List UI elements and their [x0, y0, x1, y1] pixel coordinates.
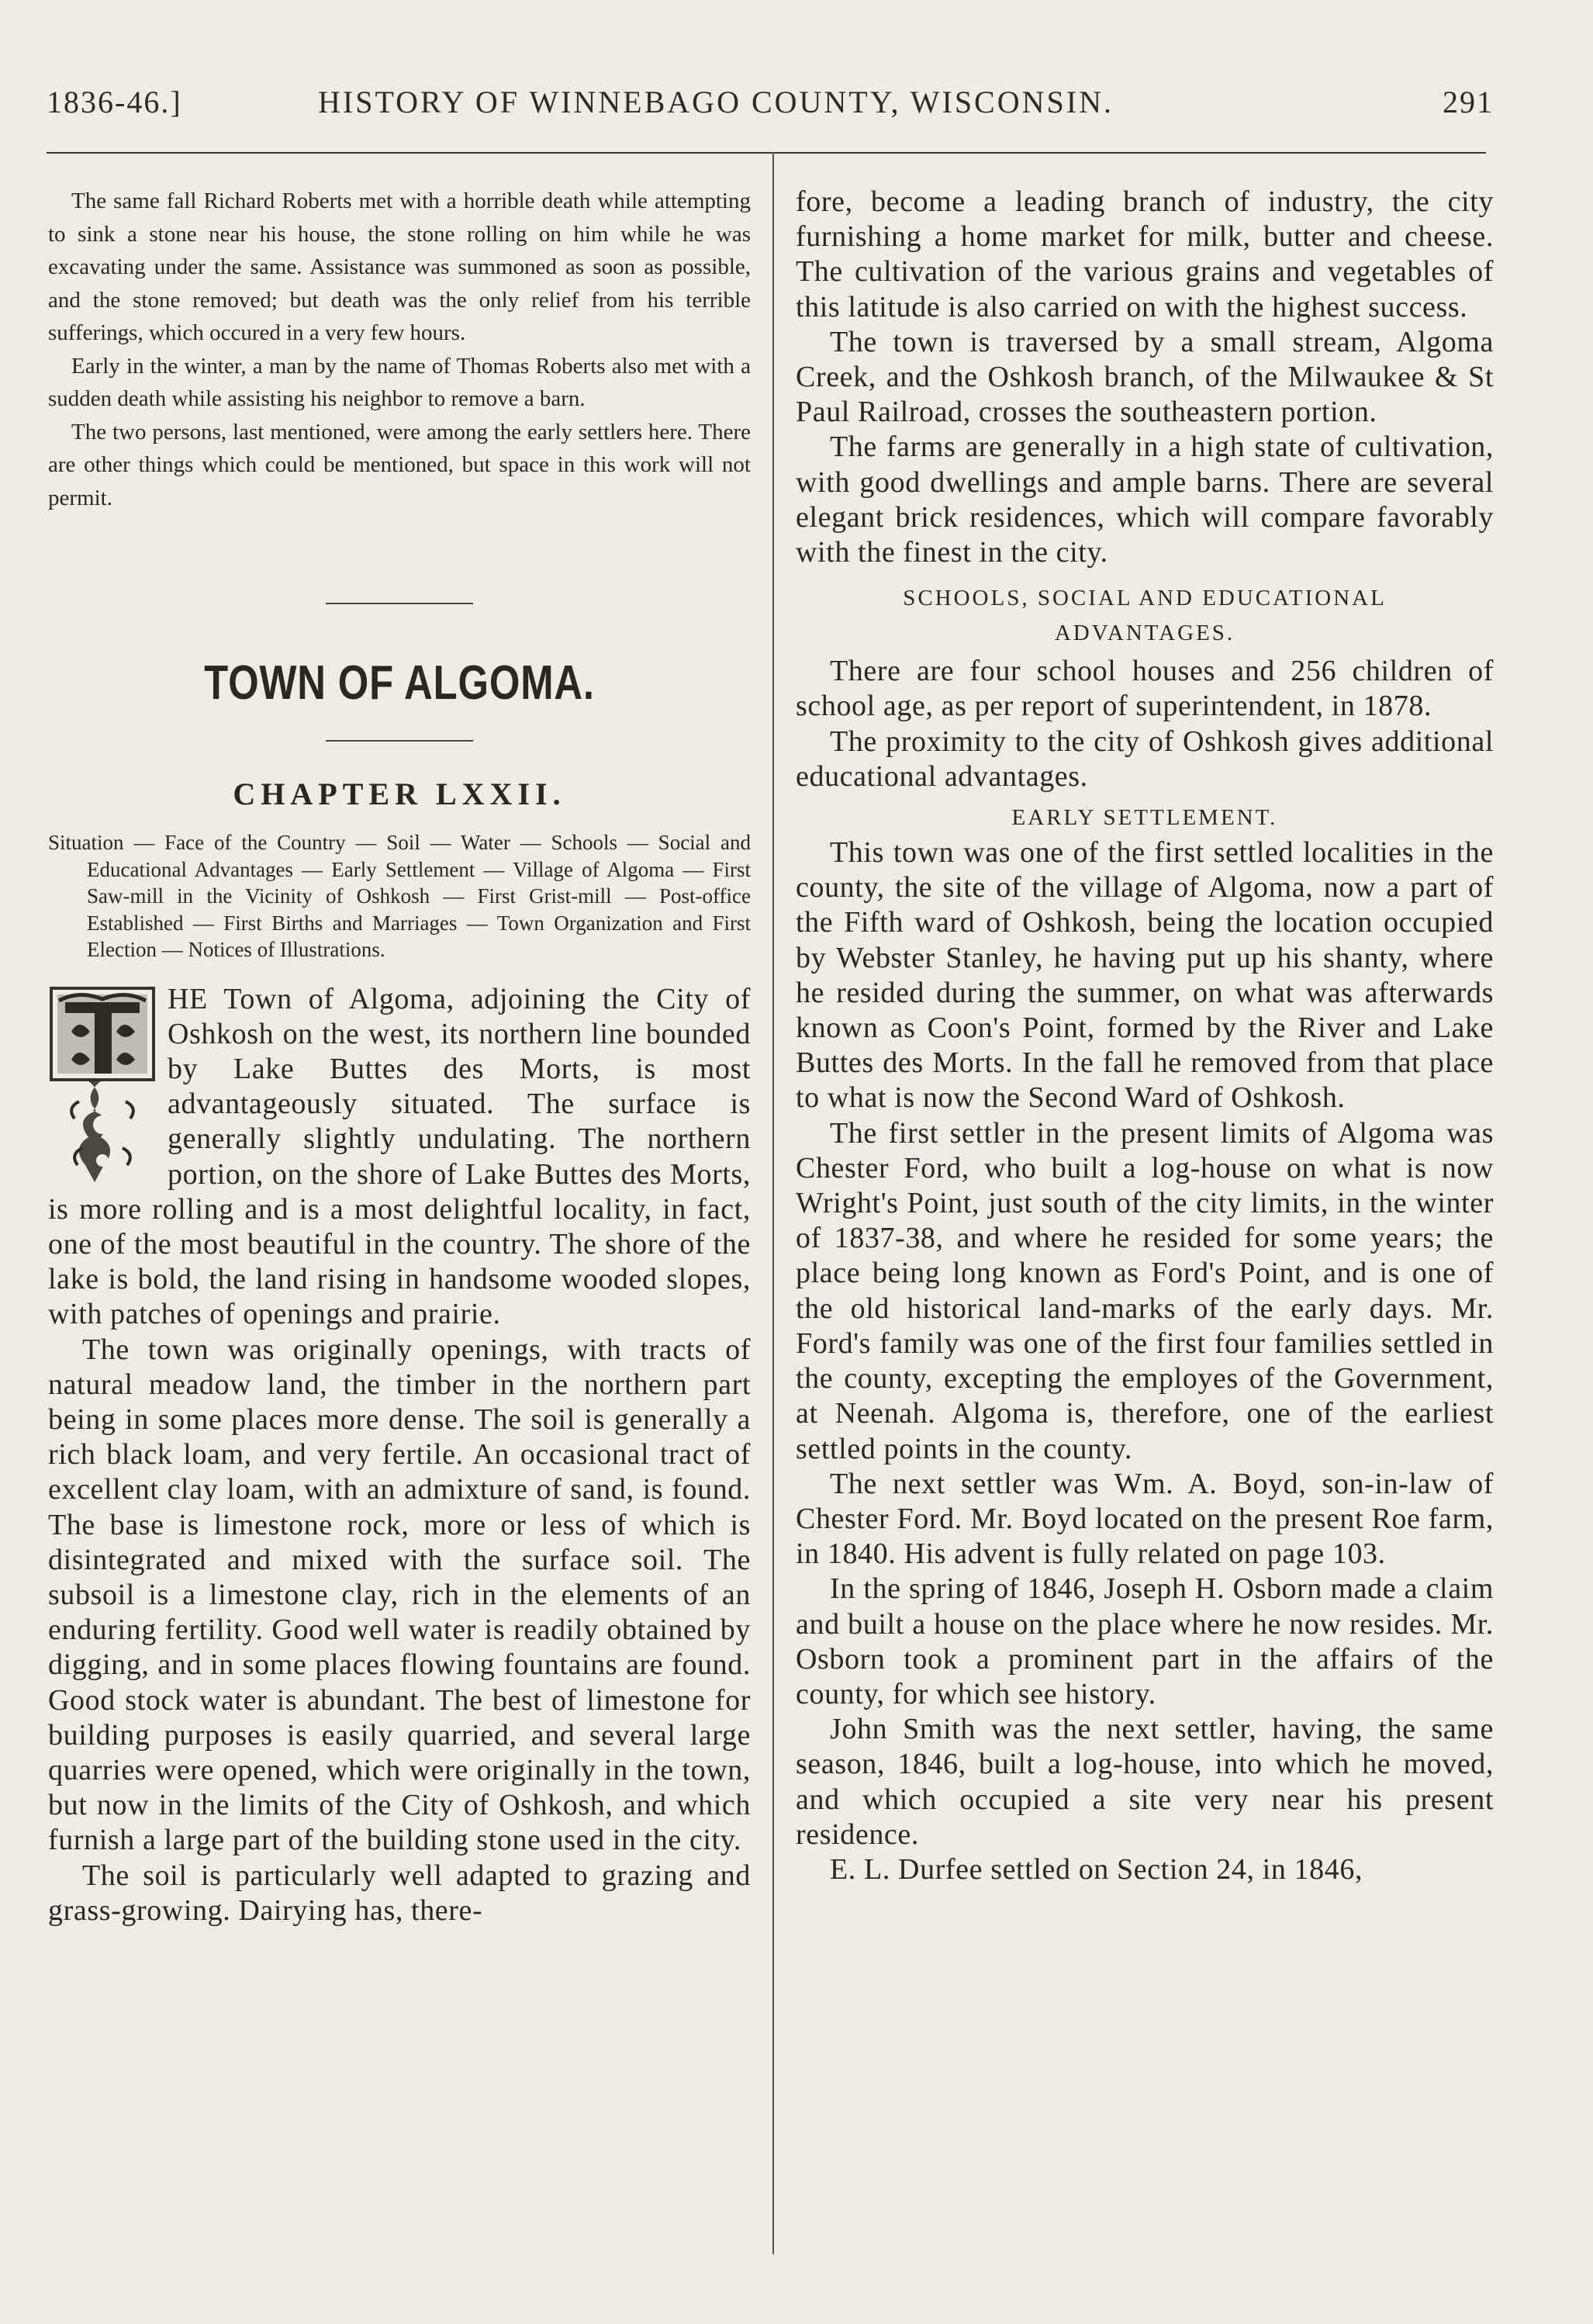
continued-paragraph: fore, become a leading branch of industry, the city furnishing a home market for milk, butter and cheese. The cultivation of the various grains and vegetables of this latitude is also carried on with the highest success.	[796, 185, 1494, 323]
body-paragraph: The first settler in the present limits of Algoma was Chester Ford, who built a log-house on what is now Wright's Point, just south of the city limits, in the winter of 1837-38, and where he resided for some years; the place being long known as Ford's Point, and is one of the old historical land-marks of the early days. Mr. Ford's family was one of the first four families settled in the county, excepting the employes of the Government, at Neenah. Algoma is, therefore, one of the earliest settled points in the county.	[796, 1116, 1494, 1465]
body-paragraph: This town was one of the first settled localities in the county, the site of the village of Algoma, now a part of the Fifth ward of Oshkosh, being the location occupied by Webster Stanley, he having put up his shanty, where he resided during the summer, on what was afterwards known as Coon's Point, formed by the River and Lake Buttes des Morts. In the fall he removed from that place to what is now the Second Ward of Oshkosh.	[796, 836, 1494, 1115]
body-paragraph: E. L. Durfee settled on Section 24, in 1846,	[830, 1852, 1363, 1886]
header-rule	[47, 152, 1486, 154]
running-header	[47, 84, 1494, 127]
town-title: TOWN OF ALGOMA.	[204, 656, 595, 710]
opening-paragraph: HE Town of Algoma, adjoining the City of Oshkosh on the west, its northern line bounded by Lake Buttes des Morts, is most advantageously situated. The surface is generally slightly undulating. The northern portion, on the shore of Lake Buttes des Morts, is more rolling and is a most delightful locality, in fact, one of the most beautiful in the country. The shore of the lake is bold, the land rising in handsome wooded slopes, with patches of openings and prairie.	[48, 982, 751, 1331]
body-paragraph: There are four school houses and 256 children of school age, as per report of superintendent, in 1878.	[796, 655, 1494, 723]
title-separator	[326, 740, 473, 742]
header-date-range: 1836-46.]	[47, 85, 182, 119]
header-book-title: HISTORY OF WINNEBAGO COUNTY, WISCONSIN.	[318, 85, 1114, 119]
intro-paragraph: The same fall Richard Roberts met with a horrible death while attempting to sink a stone near his house, the stone rolling on him while he was excavating under the same. Assistance was summoned as soon as possible, and the stone removed; but death was the only relief from his terrible sufferings, which occured in a very few hours.	[48, 188, 751, 345]
schools-heading-line2: ADVANTAGES.	[1054, 621, 1235, 646]
ornamental-drop-cap	[48, 985, 157, 1191]
intro-paragraph: The two persons, last mentioned, were among the early settlers here. There are other things which could be mentioned, but space in this work will not permit.	[48, 419, 751, 510]
body-paragraph: The proximity to the city of Oshkosh gives additional educational advantages.	[796, 725, 1494, 793]
body-paragraph: The town is traversed by a small stream, Algoma Creek, and the Oshkosh branch, of the Milwaukee & St Paul Railroad, crosses the southeastern portion.	[796, 325, 1494, 429]
column-divider	[772, 152, 774, 2254]
opening-paragraph-block	[48, 982, 751, 1333]
body-paragraph: The town was originally openings, with tracts of natural meadow land, the timber in the northern part being in some places more dense. The soil is generally a rich black loam, and very fertile. An occasional tract of excellent clay loam, with an admixture of sand, is found. The base is limestone rock, more or less of which is disintegrated and mixed with the surface soil. The subsoil is a limestone clay, rich in the elements of an enduring fertility. Good well water is readily obtained by digging, and in some places flowing fountains are found. Good stock water is abundant. The best of limestone for building purposes is easily quarried, and several large quarries were opened, which were originally in the town, but now in the limits of the City of Oshkosh, and which furnish a large part of the building stone used in the city.	[48, 1333, 751, 1857]
chapter-synopsis: Situation — Face of the Country — Soil — Water — Schools — Social and Educational Advantages — Early Settlement — Village of Algoma — First Saw-mill in the Vicinity of Oshkosh — First Grist-mill — Post-office Established — First Births and Marriages — Town Organization and First Election — Notices of Illustrations.	[48, 831, 751, 961]
schools-heading: SCHOOLS, SOCIAL AND EDUCATIONAL	[903, 586, 1387, 611]
left-column	[48, 185, 751, 1928]
early-settlement-heading: EARLY SETTLEMENT.	[1011, 805, 1278, 831]
intro-paragraph: Early in the winter, a man by the name of Thomas Roberts also met with a sudden death while assisting his neighbor to remove a barn.	[48, 353, 751, 411]
chapter-heading: CHAPTER LXXII.	[233, 776, 566, 811]
body-paragraph: John Smith was the next settler, having, the same season, 1846, built a log-house, into which he moved, and which occupied a site very near his present residence.	[796, 1713, 1494, 1851]
body-paragraph: The soil is particularly well adapted to grazing and grass-growing. Dairying has, there-	[48, 1859, 751, 1927]
page-number: 291	[1443, 85, 1494, 119]
right-column	[796, 185, 1494, 1887]
body-paragraph: The next settler was Wm. A. Boyd, son-in-law of Chester Ford. Mr. Boyd located on the present Roe farm, in 1840. His advent is fully related on page 103.	[796, 1467, 1494, 1571]
section-separator	[326, 603, 473, 604]
body-paragraph: In the spring of 1846, Joseph H. Osborn made a claim and built a house on the place where he now resides. Mr. Osborn took a prominent part in the affairs of the county, for which see history.	[796, 1572, 1494, 1710]
body-paragraph: The farms are generally in a high state of cultivation, with good dwellings and ample barns. There are several elegant brick residences, which will compare favorably with the finest in the city.	[796, 431, 1494, 569]
